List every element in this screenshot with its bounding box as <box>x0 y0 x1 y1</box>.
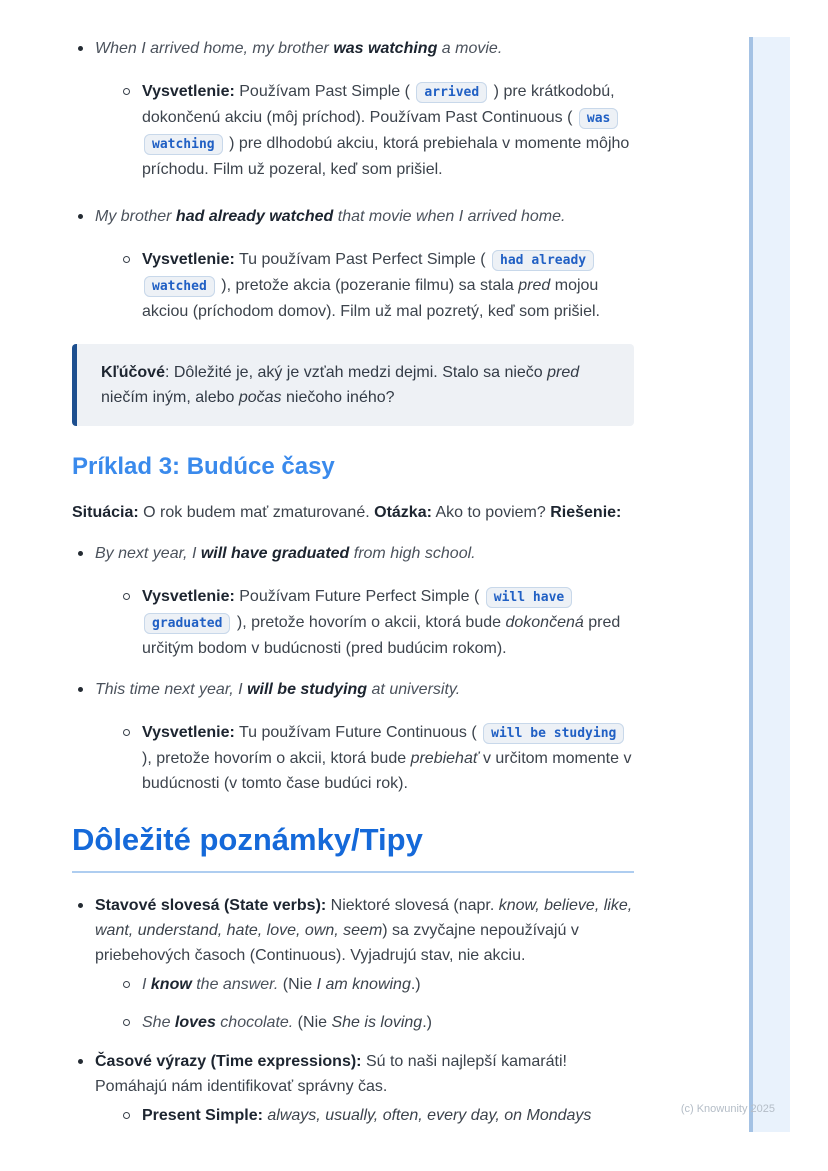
callout-label: Kľúčové <box>101 364 165 381</box>
situation-paragraph <box>72 500 634 525</box>
note-item-state-verbs <box>72 893 634 1035</box>
emphasis-text: know, believe, like, want, understand, hate, love, own, seem <box>95 897 633 939</box>
code-chip: had already watched <box>144 250 594 297</box>
sentence-text: This time next year, I <box>95 681 248 698</box>
sentence-text: a movie. <box>437 40 503 57</box>
intro-label: Situácia: <box>72 504 139 521</box>
explanation-label: Vysvetlenie: <box>142 724 235 741</box>
sentence-text: the answer. <box>191 976 279 993</box>
emphasis-text: She is loving <box>331 1014 423 1031</box>
explanation-item <box>119 79 634 182</box>
sentence-text: She <box>142 1014 175 1031</box>
sentence-verb-bold: will be studying <box>247 681 368 698</box>
sentence-text: By next year, I <box>95 545 201 562</box>
explanation-text: ) pre krátkodobú, dokončenú akciu (môj príchod). Používam Past Continuous ( <box>142 83 615 126</box>
note-example-item <box>119 972 634 997</box>
copyright-credit: (c) Knowunity 2025 <box>680 1103 775 1115</box>
code-chip: arrived <box>416 82 487 103</box>
emphasis-text: pred <box>518 277 551 294</box>
explanation-item <box>119 584 634 661</box>
note-label: Časové výrazy (Time expressions): <box>95 1053 362 1070</box>
note-example-list <box>119 1103 634 1128</box>
sentence-text: When I arrived home, my brother <box>95 40 334 57</box>
note-text: .) <box>410 976 421 993</box>
code-chip: will be studying <box>483 723 624 744</box>
code-chip: was watching <box>144 108 618 155</box>
intro-text: Ako to poviem? <box>431 504 551 521</box>
sentence-text: at university. <box>367 681 461 698</box>
explanation-text: ), pretože akcia (pozeranie filmu) sa stala <box>216 277 519 294</box>
note-example-list <box>119 972 634 1035</box>
example-sentence-item <box>72 677 634 796</box>
sentence-text: I <box>142 976 151 993</box>
explanation-text: v určitom momente v budúcnosti (v tomto čase budúci rok). <box>142 750 632 792</box>
note-label: Present Simple: <box>142 1107 263 1124</box>
sentence-text: from high school. <box>349 545 476 562</box>
note-text: Niektoré slovesá (napr. <box>326 897 499 914</box>
emphasis-text: počas <box>238 389 282 406</box>
note-item-time-expressions <box>72 1049 634 1128</box>
sentence-verb-bold: will have graduated <box>200 545 350 562</box>
scrollbar-thumb[interactable] <box>749 37 790 1132</box>
explanation-item <box>119 247 634 324</box>
explanation-text: ), pretože hovorím o akcii, ktorá bude <box>142 750 411 767</box>
note-text: (Nie <box>293 1014 332 1031</box>
explanation-label: Vysvetlenie: <box>142 83 235 100</box>
explanation-item <box>119 720 634 796</box>
explanation-list <box>119 79 634 182</box>
sentence-verb-bold: had already watched <box>175 208 334 225</box>
explanation-text: Používam Future Perfect Simple ( <box>234 588 484 605</box>
note-text: Sú to naši najlepší kamaráti! Pomáhajú nám identifikovať správny čas. <box>95 1053 567 1095</box>
explanation-text: mojou akciou (príchodom domov). Film už mal pozretý, keď som prišiel. <box>142 277 600 320</box>
sentence-verb-bold: know <box>150 976 192 993</box>
emphasis-text: pred <box>547 364 580 381</box>
note-text: .) <box>422 1014 432 1031</box>
note-example-item <box>119 1103 634 1128</box>
note-text: (Nie <box>278 976 317 993</box>
example-sentence-item <box>72 36 634 182</box>
intro-label: Riešenie: <box>550 504 622 521</box>
emphasis-text: prebiehať <box>410 750 479 767</box>
notes-list <box>72 893 634 1128</box>
emphasis-text: I am knowing <box>316 976 411 993</box>
note-example-item <box>119 1010 634 1035</box>
explanation-list <box>119 584 634 661</box>
explanation-list <box>119 720 634 796</box>
callout-text: niečoho iného? <box>281 389 395 406</box>
explanation-label: Vysvetlenie: <box>142 588 235 605</box>
explanation-label: Vysvetlenie: <box>142 251 235 268</box>
page-heading-notes: Dôležité poznámky/Tipy <box>72 822 634 873</box>
emphasis-text: dokončená <box>505 614 584 631</box>
explanation-text: Používam Past Simple ( <box>234 83 415 100</box>
sentence-verb-bold: was watching <box>333 40 438 57</box>
callout-text: niečím iným, alebo <box>101 389 239 406</box>
sentence-text: chocolate. <box>215 1014 294 1031</box>
intro-label: Otázka: <box>374 504 432 521</box>
key-callout <box>72 344 634 426</box>
sentence-verb-bold: loves <box>174 1014 216 1031</box>
explanation-text: Tu používam Past Perfect Simple ( <box>234 251 491 268</box>
note-label: Stavové slovesá (State verbs): <box>95 897 327 914</box>
explanation-text: pred určitým bodom v budúcnosti (pred budúcim rokom). <box>142 614 621 657</box>
section-heading-example3: Príklad 3: Budúce časy <box>72 453 335 480</box>
sentence-text: that movie when I arrived home. <box>333 208 566 225</box>
example3-list <box>72 541 634 796</box>
explanation-list <box>119 247 634 324</box>
callout-text: : Dôležité je, aký je vzťah medzi dejmi. Stalo sa niečo <box>164 364 548 381</box>
sentence-text: My brother <box>95 208 176 225</box>
example-sentence-item <box>72 204 634 324</box>
explanation-text: Tu používam Future Continuous ( <box>234 724 482 741</box>
explanation-text: ), pretože hovorím o akcii, ktorá bude <box>232 614 506 631</box>
document-content <box>72 36 634 1128</box>
example-sentence-item <box>72 541 634 661</box>
code-chip: will have graduated <box>144 587 572 634</box>
explanation-text: ) pre dlhodobú akciu, ktorá prebiehala v momente môjho príchodu. Film už pozeral, keď som prišiel. <box>142 135 630 178</box>
note-text: ) sa zvyčajne nepoužívajú v priebehových časoch (Continuous). Vyjadrujú stav, nie akciu. <box>95 922 579 964</box>
intro-text: O rok budem mať zmaturované. <box>138 504 375 521</box>
example2-list <box>72 36 634 324</box>
emphasis-text: always, usually, often, every day, on Mondays <box>267 1107 592 1124</box>
